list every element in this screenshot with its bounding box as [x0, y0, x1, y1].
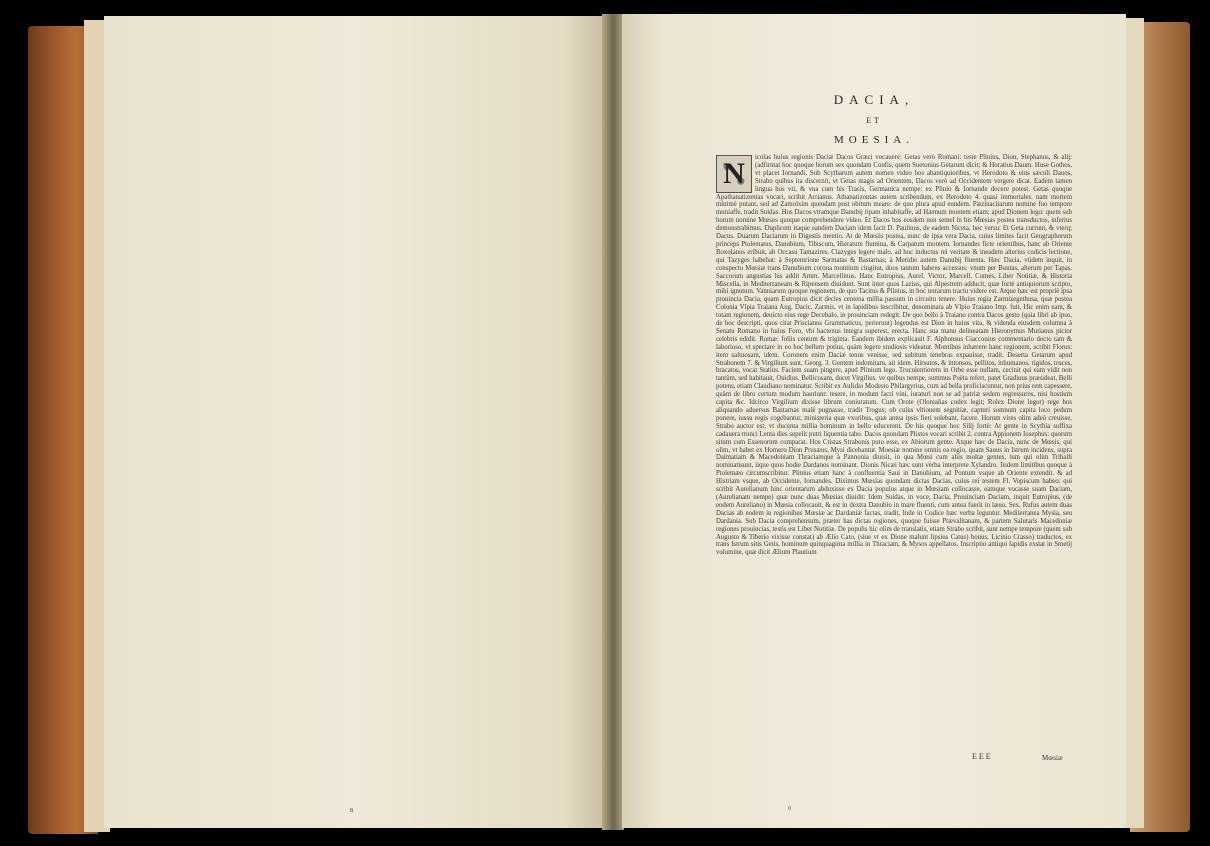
body-text: icolas huius regionis Daciæ Dacos Græci vocauere: Getas verò Romani: teste Plinius, Dion, Stephanus, & alij: (adfirmat hoc quoque horum sex quondam Confis, quem Suetonius Getarum dicit; & Horatius Daum. Huse Gothos, vt placet Iornandi. Sub Scytharum autem nomen video hos abantiquioribus, vt Herodoto & eius sæculi Dauos, Strabo quibus ita discernit, vt Getas magis ad Orientem, Dacos verò ad Occidentem vergere dicat. Eadem tamen lingua hos vti, & vna cum his Tracis, Germanica nempe: ex Plinio & Iornande docere potest. Getas quoque Apathanatizontas vocari, scribit Arrianus. Athanatizontas autem scribendum, ex Herodoto 4. quasi immortales. nam mortem minimè putant, sed ad Zamolxim quendam post obitum meare: de quo plura apud eundem. Pæzinacitarum nomine fuo tempore muniaffe, tradit Suidas. Hos Dacos vtramque Danubij ripam inhabitaffe, ad Hæmum montem etiam; apud Dionem lego: quem sub horum nomine Mœsos quoque comprehendere video. Et Dacos hos eosdem non semel in his Mœsias postea transductos, inferius demonstrabimus. Duplicem itaque eandem Daciam idem facit D. Paulinus, de eadem Niceta, hoc versu: Et Geta currunt, & vterq; Dacus. Duarum Daciarum in Digestis mentio. At de Mœsiis postea, nunc de ipsa vera Dacia, cuius limites facit Geographorum princeps Ptolemæus, Danubium, Tibiscum, Hieratum flumina, & Carpatum montem. Iornandes ficte orientibus, hanc ab Oriente Roxolanos eribuit, ab Occasu Tamazires. Clazyges legere malo, ad hoc inductus rei veritate & ineadem alterius codicis lectione, qui Tazyges habebat: à Septentrione Sarmatas & Bastarnas; à Meridie autem Danubij fluenta. Hæc Dacia, vtidem inquit, in conspectu Mœsiæ trans Danubium corona montium cingitur, duos tantum habens accessus: vnum per Boutas, alterum per Tapas. Saccorum angustias his addit Amm. Marcellinus. Hanc Eutropius, Aurel. Victor, Marcell. Comes, Liber Notitiæ, & Historia Miscella, in Mediterraneam & Ripensem diuidunt. Sunt inter quos Lazius, qui Alpestrem adducit, quæ fortè antiquiorum scripto, mihi ignotum. Vanniarum quoque regionem, de quo Tacitus & Plinius, in hoc terrarum tractu videre est. Atque hæc est propriè ipsa prouincia Dacia, quam Eutropius dicit decies centena millia passum in circuitu tenere. Huius regia Zarmizegethusa, quæ postea Colonia Vlpia Traiana Aug. Dacic. Zarmis, vt in lapidibus inscribitur, denominata ab Vlpio Traiano Imp. fuit. Hic enim eam, & totam regionem, deuicto eius rege Decebalo, in prouinciam redegit. De quo bello à Traiano contra Dacos gesto (quia libri ab ipso, de hoc descripti, quos citat Priscianus Grammaticus, perierunt) legendus est Dion in huius vita, & videnda eiusdem columna à Senatu Romano in huius Foro, vbi hactenus integra superest, erecta. Hanc sua manu delineatam Hieronymus Mutianus pictor celebris edidit. Romæ: foliis centum & triginta. Eandem ibidem explicauit F. Alphonsus Ciacconius commentario docto tam & laborioso, vt spectare in eo hoc bellum potius, quàm legere studiosis videatur. Montibus inhærere hanc regionem, scribit Florus: item saltuosam, idem. Coronem enim Daciæ tenus venisse, sed subitum tenebras expauisse, tradit. Deserta Getarum apud Strabonem 7. & Virgilium sunt, Georg. 3. Gentem indomitam, ait idem. Hirsutos, & intonsos, pellitos, inhumanos, rigidos, truces, bracatos, vocat Statius. Faciem suam pingere, apud Plinium lego. Truculentiorem in Orbe esse nullam, cecinit qui eam vidit non tantùm, sed habitauit, Ouidius. Bellicosam, docet Virgilius. ve quibus nempe, summus Poëta refert, patet Gradiuus præsideat, Belli potens, etiam Claudiano nominatur. Scribit ex Aufidio Modesto Philargyrius, cum ad bella proficiscuntur, non prius rem capessere, quàm de libro certum modum hauriunt: tesere, in modum facri vini, iuraturi non se ad patriæ sedem regressuros, nisi hostium capita &c. Idcirco Virgilium dixisse librum coniuratum. Cum Orote (Olorealias codex legit; Rolex Dione legor) rege hos aliquando aduersus Bastarnas malè pugnasse, tradit Trogus; ob cuius vltionem segnitiæ, capturi somnum capita loco pedum ponere, iussu regis cogebantur, ministeria quæ vxoribus, quæ antea ipsis fieri solebant, facere. Horum vires olim adeò creuisse, Strabo auctor est, vt ducenta millia hominum in bello educerent. De his quoque hoc Silij fortè: At gente in Scythia suffixa cadauera trunci Lenta dies sepelit putri liquentia tabo. Dacos quondam Plistos vocari scribit 2. contra Appionem Iosephus: quorum situm cum Essenorum comparat. Hos Ctistas Strabonis puto esse, ex Abiorum gente. Atque hæc de Dacia, nunc de Mœsis, qui olim, vt habet ex Homero Dion Prusæus, Mysi dicebantur. Moesiæ nomine omnis ea regio, quam Sauus in Istrum incidens, supra Dalmatiam & Macedoniam Thraciamque à Pannonia diuisit, in qua Mœsi cum aliis moltæ gentes, tum qui olim Triballi nominatisunt, iique quos hodie Dardanos nominant. Dionis Nicæi hæc sunt verba interprete Xylandro. Iisdem limitibus quoque à Ptolemæo circumscribitur. Plinius etiam hanc à confluentia Saui in Danubium, ad Pontum vsque ab Oriente extendit. & ad Histriam vsque, ab Occidente, Iornandes. Diximus Mœsias quondam dictas Dacias, cuius rei testem Fl. Vopiscum habeo: qui scribit Aurelianum hinc orientarum abduxisse ex Dacia populos atque in Mœsiam collocasse, eamque vocasse suam Daciam, (Aurelianam nempe) quæ nunc duas Mœsias diuidit: Idem Suidas, in voce, Dacia, Prouinciam Daciam, inquit Eutropius, (de eodem Aureliano) in Mœsia collocauit, & est in dextra Danubio in mare fluenti, cum antea fuerit in læuo. Sex. Rufus autem duas Dacias ab eodem in regionibus Mœsiæ ac Dardaniæ factas, tradit. Inde in Codice hæc verba leguntur. Mediterranea Mysia, seu Dardania. Sub Dacia comprehensum, præter has dictas regiones, quoque fuisse Prævalitanam, & partem Salutaris Macedoniæ regiones prouincias, testis est Liber Notitiæ. De populis hic olim de translatis, etiam Strabo scribit, sunt nempe tempore (quem sub Augusto & Tiberio vixisse constat) ab Ælio Cato, (siue vt ex Dione malunt lipsius Catus) bonus, Licinio Crasso) traductos, ex trans Istrum sitis Getis, hominum quinquaginta millia in Thraciam, & Mysos appellatos. Inscriptio antiqui lapidis exstat in Smetij volumine, quæ dicit Ælium Plautium	[716, 154, 1072, 557]
body-text-block	[716, 154, 1072, 748]
left-page-number: 8	[350, 808, 353, 814]
decorated-initial: N	[716, 155, 752, 193]
page-title-dacia: DACIA,	[833, 92, 915, 107]
right-page-number: 0	[788, 806, 791, 812]
left-page	[104, 16, 604, 828]
open-book	[28, 12, 1190, 834]
book-gutter	[602, 14, 624, 830]
catchword: Mœsiæ	[1042, 754, 1063, 762]
right-page	[622, 14, 1126, 828]
page-title-moesia: MOESIA.	[834, 134, 914, 146]
page-title-et: ET	[866, 116, 882, 125]
signature-mark: EEE	[972, 752, 993, 761]
